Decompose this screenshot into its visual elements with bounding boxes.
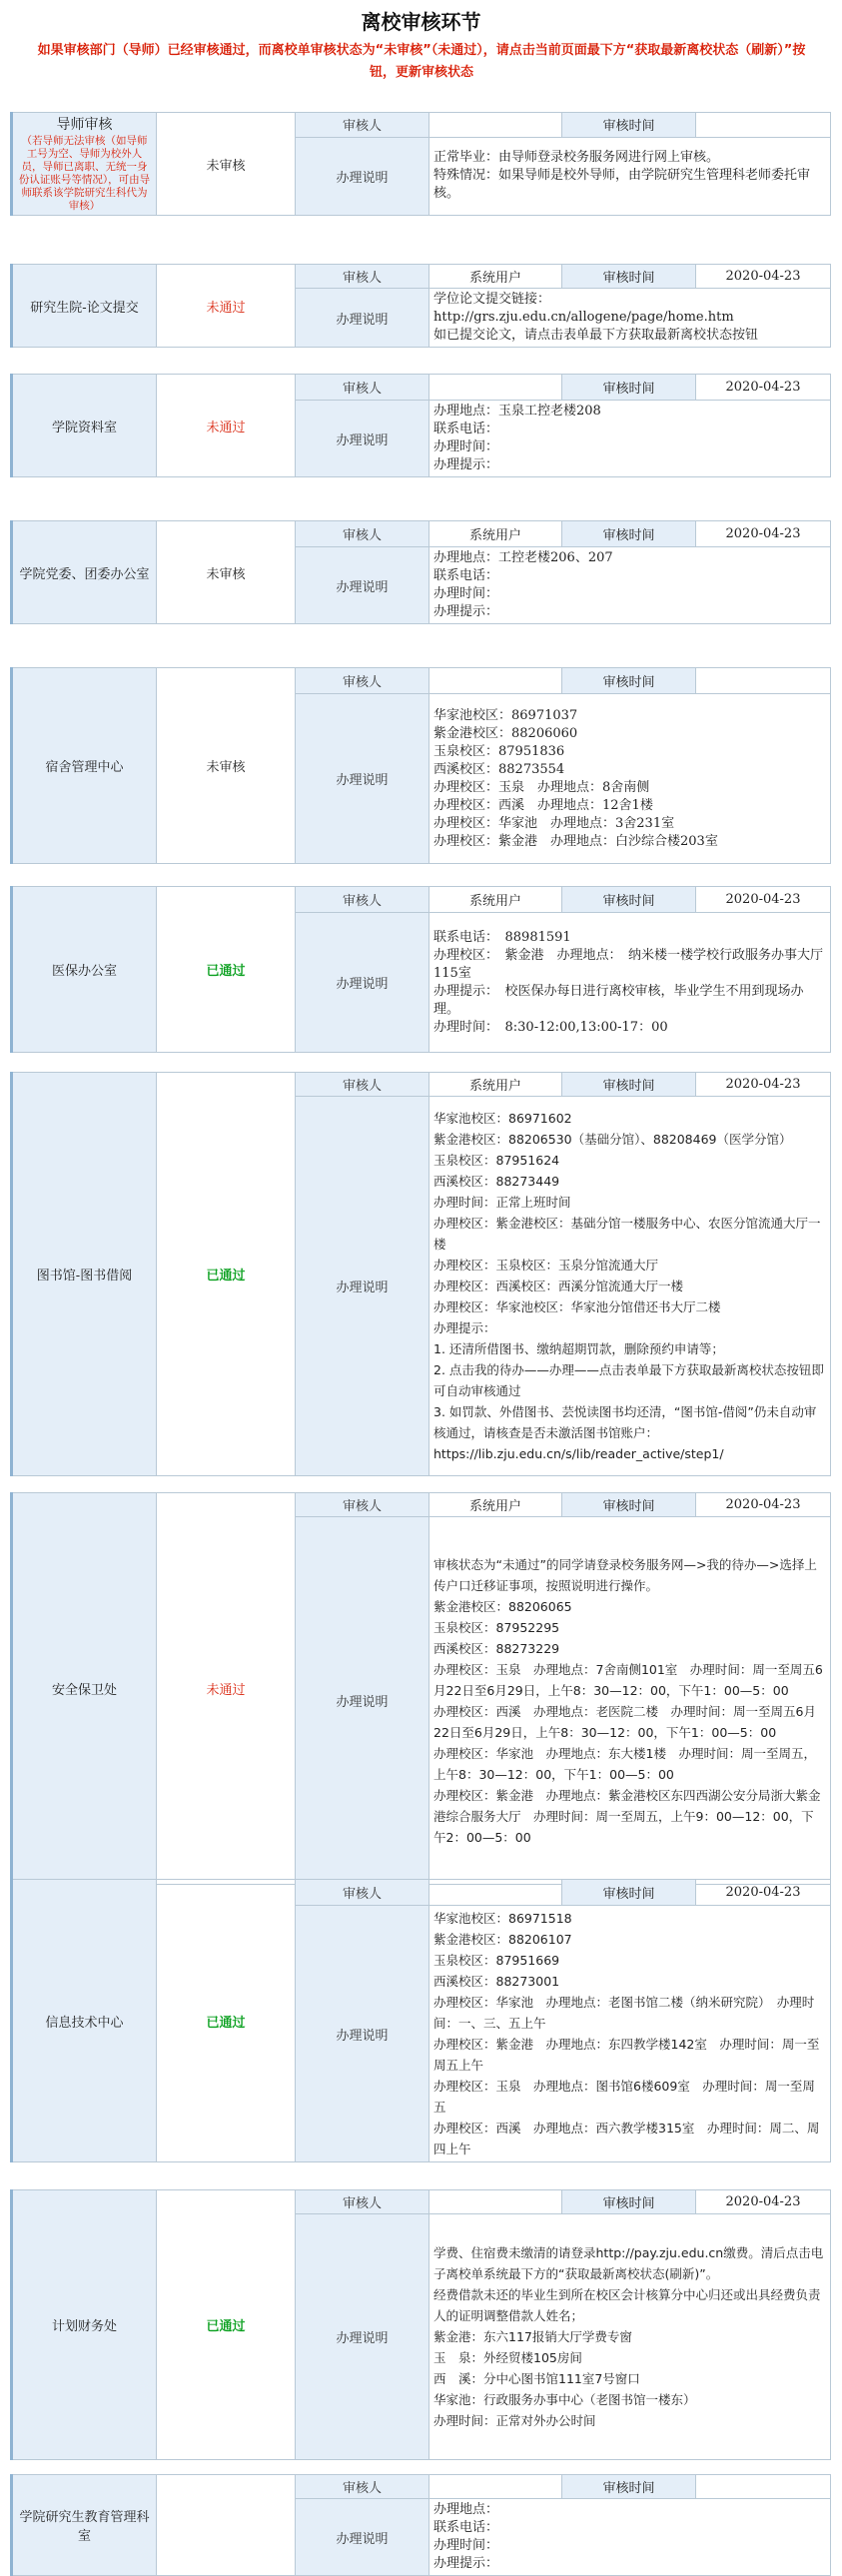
reviewer-value — [429, 668, 562, 694]
department-name: 研究生院-论文提交 — [12, 265, 157, 348]
instructions-label: 办理说明 — [296, 547, 429, 624]
review-time-value — [696, 113, 831, 138]
department-note: （若导师无法审核（如导师工号为空、导师为校外人员，导师已离职、无统一身份认证账号等情况），可由导师联系该学院研究生科代为审核） — [18, 135, 151, 212]
instruction-line: 如已提交论文，请点击表单最下方获取最新离校状态按钮 — [433, 328, 759, 343]
department-name: 图书馆-图书借阅 — [12, 1073, 157, 1476]
reviewer-label: 审核人 — [296, 521, 429, 547]
reviewer-value: 系统用户 — [429, 1493, 562, 1517]
instruction-line: 联系电话： 88981591 — [433, 929, 571, 945]
instruction-line: 办理校区：紫金港校区：基础分馆一楼服务中心、农医分馆流通大厅一楼 — [433, 1216, 821, 1252]
review-section — [10, 667, 831, 864]
instruction-line: 办理时间： 8:30-12:00,13:00-17：00 — [433, 1019, 668, 1035]
review-status: 未审核 — [157, 113, 296, 216]
review-time-label: 审核时间 — [562, 375, 696, 401]
instruction-line: 3. 如罚款、外借图书、芸悦读图书均还清，“图书馆-借阅”仍未自动审核通过，请核查是否未激活图书馆账户：https://lib.zju.edu.cn/s/lib/reader_active/step1/ — [433, 1404, 817, 1461]
review-time-label: 审核时间 — [562, 887, 696, 913]
instructions-label: 办理说明 — [296, 401, 429, 477]
department-name: 宿舍管理中心 — [12, 668, 157, 864]
review-status: 未通过 — [157, 265, 296, 348]
instruction-line: 特殊情况：如果导师是校外导师，由学院研究生管理科老师委托审核。 — [433, 168, 811, 202]
reviewer-value: 系统用户 — [429, 887, 562, 913]
instruction-line: 办理提示： — [433, 457, 499, 472]
review-section — [10, 1072, 831, 1476]
instructions-content — [429, 694, 831, 864]
instruction-line: 玉泉校区：87951836 — [433, 743, 565, 759]
instructions-content — [429, 1097, 831, 1476]
reviewer-value — [429, 1880, 562, 1906]
review-section — [10, 2474, 831, 2576]
review-time-label: 审核时间 — [562, 668, 696, 694]
review-status: 未通过 — [157, 1493, 296, 1885]
instructions-content — [429, 289, 831, 348]
instruction-line: 办理校区：华家池 办理地点：3舍231室 — [433, 815, 675, 831]
department-cell — [12, 113, 157, 216]
instruction-line: 办理校区：西溪校区：西溪分馆流通大厅一楼 — [433, 1279, 684, 1293]
instruction-line: 西 溪：分中心图书馆111室7号窗口 — [433, 2371, 640, 2386]
instructions-label: 办理说明 — [296, 1097, 429, 1476]
reviewer-label: 审核人 — [296, 113, 429, 138]
review-status: 已通过 — [157, 1073, 296, 1476]
instruction-line: 办理时间：正常上班时间 — [433, 1195, 571, 1210]
instruction-line: 紫金港校区：88206060 — [433, 725, 578, 741]
instructions-content — [429, 1517, 831, 1885]
instruction-line: 联系电话： — [433, 568, 499, 583]
instruction-line: 学费、住宿费未缴清的请登录http://pay.zju.edu.cn缴费。清后点击电子离校单系统最下方的“获取最新离校状态(刷新)”。 — [433, 2245, 824, 2281]
reviewer-value — [429, 113, 562, 138]
instruction-line: 办理校区：紫金港 办理地点：东四教学楼142室 办理时间：周一至周五上午 — [433, 2037, 820, 2073]
review-time-label: 审核时间 — [562, 1073, 696, 1097]
review-section — [10, 374, 831, 477]
reviewer-value — [429, 2475, 562, 2499]
review-section — [10, 886, 831, 1053]
instructions-content — [429, 401, 831, 477]
review-time-label: 审核时间 — [562, 265, 696, 289]
instruction-line: 华家池校区：86971037 — [433, 707, 578, 723]
review-time-value: 2020-04-23 — [696, 375, 831, 401]
department-name: 计划财务处 — [12, 2190, 157, 2460]
instruction-line: 华家池校区：86971518 — [433, 1911, 572, 1926]
instruction-line: 办理校区：玉泉 办理地点：图书馆6楼609室 办理时间：周一至周五 — [433, 2079, 815, 2115]
review-time-value: 2020-04-23 — [696, 1880, 831, 1906]
review-status: 未通过 — [157, 375, 296, 477]
review-time-value: 2020-04-23 — [696, 265, 831, 289]
review-time-label: 审核时间 — [562, 113, 696, 138]
reviewer-label: 审核人 — [296, 1493, 429, 1517]
reviewer-value: 系统用户 — [429, 521, 562, 547]
reviewer-label: 审核人 — [296, 2190, 429, 2214]
instruction-line: 办理校区：玉泉 办理地点：8舍南侧 — [433, 779, 650, 795]
instruction-line: 西溪校区：88273554 — [433, 761, 565, 777]
reviewer-label: 审核人 — [296, 1073, 429, 1097]
review-status: 已通过 — [157, 887, 296, 1053]
instruction-line: 玉泉校区：87952295 — [433, 1619, 560, 1635]
instruction-line: 办理校区：华家池校区：华家池分馆借还书大厅二楼 — [433, 1299, 721, 1314]
instruction-line: 华家池校区：86971602 — [433, 1111, 572, 1126]
review-status — [157, 2475, 296, 2576]
reviewer-value: 系统用户 — [429, 1073, 562, 1097]
review-section — [10, 1879, 831, 2162]
instructions-label: 办理说明 — [296, 2214, 429, 2460]
instruction-line: 办理地点：工控老楼206、207 — [433, 550, 613, 565]
review-time-label: 审核时间 — [562, 1880, 696, 1906]
instructions-label: 办理说明 — [296, 1517, 429, 1885]
review-section — [10, 2189, 831, 2460]
instruction-line: 玉泉校区：87951624 — [433, 1153, 560, 1168]
instruction-line: 办理提示： — [433, 604, 499, 619]
review-time-value — [696, 668, 831, 694]
review-time-label: 审核时间 — [562, 2475, 696, 2499]
reviewer-label: 审核人 — [296, 1880, 429, 1906]
instruction-line: 办理时间：正常对外办公时间 — [433, 2413, 596, 2428]
department-name: 学院研究生教育管理科室 — [12, 2475, 157, 2576]
instructions-label: 办理说明 — [296, 2499, 429, 2576]
reviewer-label: 审核人 — [296, 668, 429, 694]
department-name: 医保办公室 — [12, 887, 157, 1053]
instruction-line: 经费借款未还的毕业生到所在校区会计核算分中心归还或出具经费负责人的证明调整借款人姓名； — [433, 2287, 821, 2323]
instruction-line: 审核状态为“未通过”的同学请登录校务服务网—>我的待办—>选择上传户口迁移证事项，按照说明进行操作。 — [433, 1556, 817, 1593]
review-section — [10, 112, 831, 216]
instruction-line: 联系电话： — [433, 422, 499, 436]
instructions-label: 办理说明 — [296, 289, 429, 348]
review-status: 已通过 — [157, 1880, 296, 2162]
instruction-line: 办理提示： — [433, 2556, 499, 2571]
instruction-line: 玉泉校区：87951669 — [433, 1953, 560, 1968]
instruction-line: 联系电话： — [433, 2520, 499, 2535]
instruction-line: 办理提示： — [433, 1320, 496, 1335]
department-name: 安全保卫处 — [12, 1493, 157, 1885]
review-section — [10, 520, 831, 624]
instruction-line: 西溪校区：88273449 — [433, 1174, 560, 1189]
page-title: 离校审核环节 — [361, 10, 481, 34]
instructions-label: 办理说明 — [296, 1906, 429, 2162]
review-status: 已通过 — [157, 2190, 296, 2460]
instruction-line: 1. 还清所借图书、缴纳超期罚款，删除预约申请等； — [433, 1341, 724, 1356]
review-time-value: 2020-04-23 — [696, 1493, 831, 1517]
instruction-line: 办理提示： 校医保办每日进行离校审核，毕业学生不用到现场办理。 — [433, 983, 804, 1017]
instructions-content — [429, 2499, 831, 2576]
instructions-content — [429, 913, 831, 1053]
instructions-label: 办理说明 — [296, 694, 429, 864]
reviewer-label: 审核人 — [296, 375, 429, 401]
instruction-line: 办理时间： — [433, 586, 499, 601]
instructions-label: 办理说明 — [296, 913, 429, 1053]
instruction-line: 办理校区：西溪 办理地点：12舍1楼 — [433, 797, 653, 813]
review-time-value: 2020-04-23 — [696, 2190, 831, 2214]
instruction-line: 办理校区：紫金港 办理地点：白沙综合楼203室 — [433, 833, 718, 849]
review-time-value: 2020-04-23 — [696, 521, 831, 547]
instruction-line: 办理校区：华家池 办理地点：老图书馆二楼（纳米研究院） 办理时间：一、三、五上午 — [433, 1995, 815, 2031]
department-name: 学院资料室 — [12, 375, 157, 477]
reviewer-value: 系统用户 — [429, 265, 562, 289]
instruction-line: 正常毕业：由导师登录校务服务网进行网上审核。 — [433, 150, 720, 166]
reviewer-label: 审核人 — [296, 265, 429, 289]
review-section — [10, 1492, 831, 1885]
instruction-line: 办理地点： — [433, 2502, 499, 2517]
review-time-label: 审核时间 — [562, 1493, 696, 1517]
review-section — [10, 264, 831, 348]
instruction-line: 办理时间： — [433, 2538, 499, 2553]
instructions-label: 办理说明 — [296, 137, 429, 215]
instruction-line: 紫金港校区：88206530（基础分馆）、88208469（医学分馆） — [433, 1132, 792, 1147]
department-name: 学院党委、团委办公室 — [12, 521, 157, 624]
instruction-line: 办理校区：西溪 办理地点：西六教学楼315室 办理时间：周二、周四上午 — [433, 2121, 820, 2156]
instructions-content — [429, 547, 831, 624]
reviewer-value — [429, 375, 562, 401]
instructions-content — [429, 137, 831, 215]
reviewer-label: 审核人 — [296, 2475, 429, 2499]
reviewer-label: 审核人 — [296, 887, 429, 913]
instructions-content — [429, 1906, 831, 2162]
instruction-line: 紫金港校区：88206107 — [433, 1932, 572, 1947]
instruction-line: 紫金港：东六117报销大厅学费专窗 — [433, 2329, 632, 2344]
instruction-line: 办理校区：玉泉 办理地点：7舍南侧101室 办理时间：周一至周五6月22日至6月29日，上午8：30—12：00，下午1：00—5：00 — [433, 1661, 823, 1698]
review-status: 未审核 — [157, 668, 296, 864]
refresh-notice: 如果审核部门（导师）已经审核通过，而离校单审核状态为“未审核”（未通过），请点击当前页面最下方“获取最新离校状态（刷新）”按钮，更新审核状态 — [37, 43, 806, 80]
reviewer-value — [429, 2190, 562, 2214]
review-status: 未审核 — [157, 521, 296, 624]
instruction-line: 办理校区： 紫金港 办理地点： 纳米楼一楼学校行政服务办事大厅115室 — [433, 947, 824, 981]
review-time-value: 2020-04-23 — [696, 1073, 831, 1097]
department-name: 导师审核 — [56, 117, 113, 133]
review-time-value — [696, 2475, 831, 2499]
instruction-line: 玉 泉：外经贸楼105房间 — [433, 2350, 582, 2365]
instruction-line: 学位论文提交链接：http://grs.zju.edu.cn/allogene/page/home.htm — [433, 292, 734, 325]
instruction-line: 办理时间： — [433, 439, 499, 454]
instruction-line: 华家池：行政服务办事中心（老图书馆一楼东） — [433, 2392, 696, 2407]
instruction-line: 办理校区：西溪 办理地点：老医院二楼 办理时间：周一至周五6月22日至6月29日，上午8：30—12：00，下午1：00—5：00 — [433, 1703, 816, 1740]
instruction-line: 办理校区：华家池 办理地点：东大楼1楼 办理时间：周一至周五，上午8：30—12：00，下午1：00—5：00 — [433, 1745, 816, 1782]
instruction-line: 西溪校区：88273229 — [433, 1640, 560, 1656]
instruction-line: 西溪校区：88273001 — [433, 1974, 560, 1989]
review-time-value: 2020-04-23 — [696, 887, 831, 913]
instruction-line: 办理校区：紫金港 办理地点：紫金港校区东四西湖公安分局浙大紫金港综合服务大厅 办理时间：周一至周五，上午9：00—12：00，下午2：00—5：00 — [433, 1787, 821, 1845]
department-name: 信息技术中心 — [12, 1880, 157, 2162]
instruction-line: 2. 点击我的待办——办理——点击表单最下方获取最新离校状态按钮即可自动审核通过 — [433, 1362, 824, 1398]
instruction-line: 办理校区：玉泉校区：玉泉分馆流通大厅 — [433, 1258, 659, 1273]
review-time-label: 审核时间 — [562, 521, 696, 547]
instructions-content — [429, 2214, 831, 2460]
instruction-line: 紫金港校区：88206065 — [433, 1598, 572, 1614]
review-time-label: 审核时间 — [562, 2190, 696, 2214]
instruction-line: 办理地点：玉泉工控老楼208 — [433, 404, 601, 419]
